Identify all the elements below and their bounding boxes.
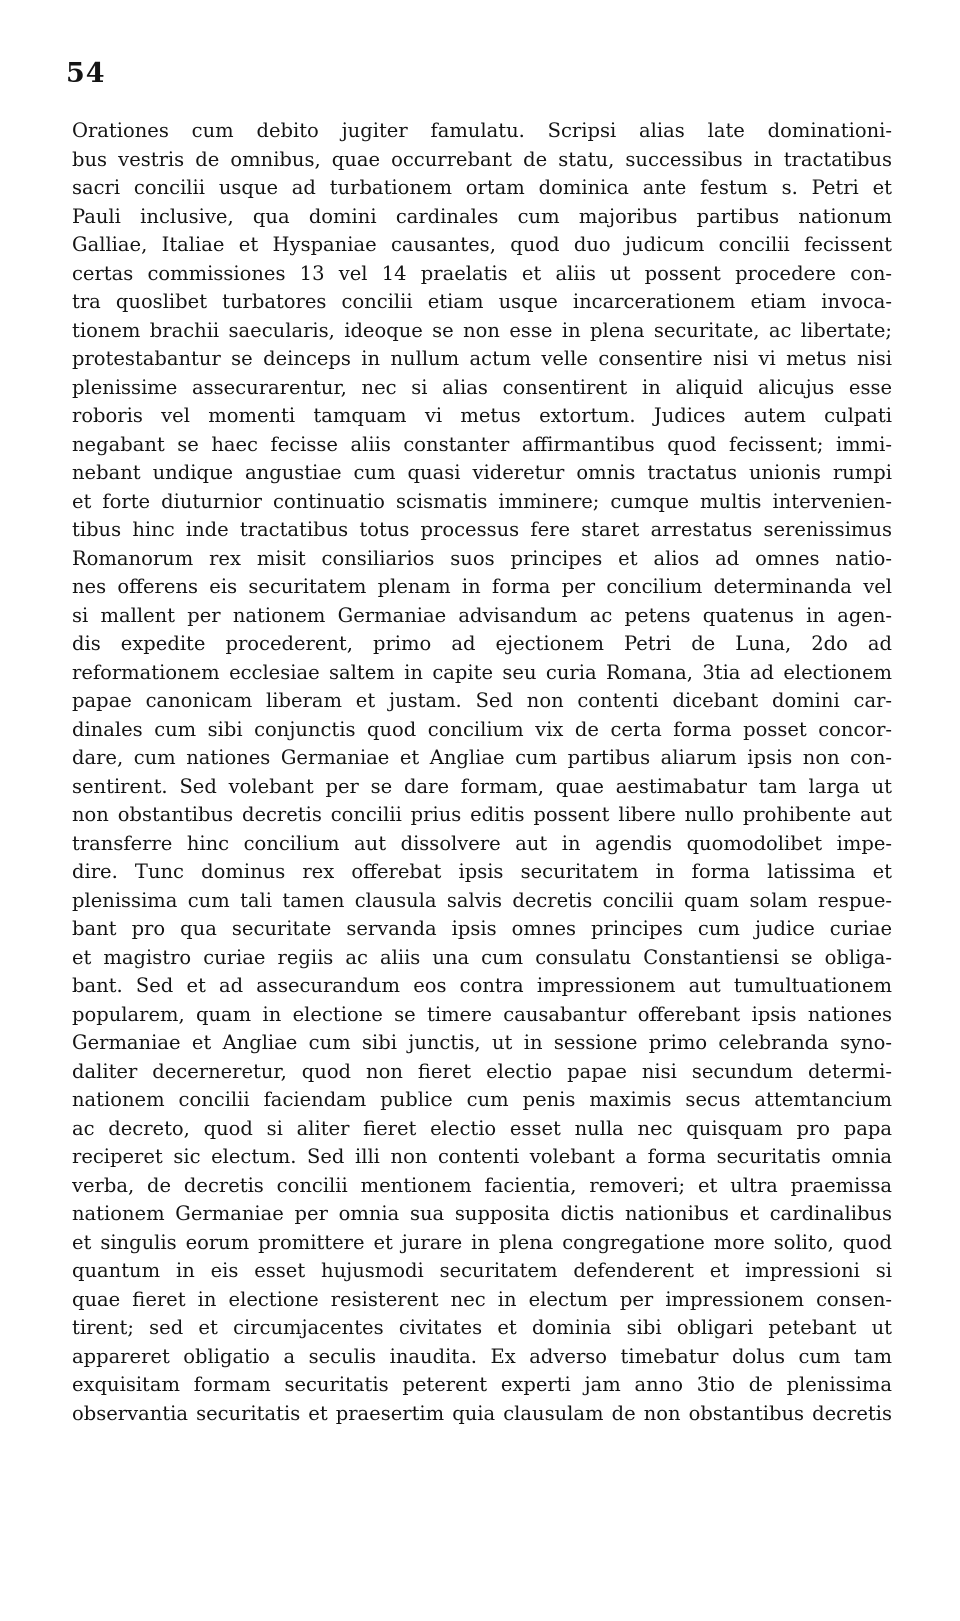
text-line: et forte diuturnior continuatio scismatis imminere; cumque multis intervenien- xyxy=(72,489,892,513)
text-line: roboris vel momenti tamquam vi metus extortum. Judices autem culpati xyxy=(72,404,892,427)
text-line: popularem, quam in electione se timere causabantur offerebant ipsis nationes xyxy=(72,1002,892,1026)
text-line: tibus hinc inde tractatibus totus processus fere staret arrestatus serenissimus xyxy=(72,518,892,541)
text-line: bant. Sed et ad assecurandum eos contra impressionem aut tumultuationem xyxy=(72,974,892,997)
text-line: verba, de decretis concilii mentionem facientia, removeri; et ultra praemissa xyxy=(72,1173,892,1197)
text-line: nebant undique angustiae cum quasi videretur omnis tractatus unionis rumpi xyxy=(72,461,892,484)
text-line: sentirent. Sed volebant per se dare formam, quae aestimabatur tam larga ut xyxy=(72,774,892,798)
text-line: ac decreto, quod si aliter fieret electio esset nulla nec quisquam pro papa xyxy=(72,1116,892,1140)
text-line: si mallent per nationem Germaniae advisandum ac petens quatenus in agen- xyxy=(72,603,892,627)
text-line: dinales cum sibi conjunctis quod concilium vix de certa forma posset concor- xyxy=(72,717,892,741)
text-line: nes offerens eis securitatem plenam in forma per concilium determinanda vel xyxy=(72,575,892,598)
text-line: Pauli inclusive, qua domini cardinales cum majoribus partibus nationum xyxy=(72,204,892,228)
text-line: Romanorum rex misit consiliarios suos principes et alios ad omnes natio- xyxy=(72,546,892,570)
text-line: bant pro qua securitate servanda ipsis omnes principes cum judice curiae xyxy=(72,917,892,940)
text-line: reformationem ecclesiae saltem in capite seu curia Romana, 3tia ad electionem xyxy=(72,660,892,684)
text-line: exquisitam formam securitatis peterent experti jam anno 3tio de plenissima xyxy=(72,1373,892,1396)
text-line: appareret obligatio a seculis inaudita. Ex adverso timebatur dolus cum tam xyxy=(72,1344,892,1368)
text-line: plenissima cum tali tamen clausula salvis decretis concilii quam solam respue- xyxy=(72,888,892,912)
text-line: dire. Tunc dominus rex offerebat ipsis securitatem in forma latissima et xyxy=(72,860,892,883)
text-line: Orationes cum debito jugiter famulatu. Scripsi alias late dominationi- xyxy=(72,119,892,142)
text-line: Galliae, Italiae et Hyspaniae causantes, quod duo judicum concilii fecissent xyxy=(72,233,892,256)
text-line: quantum in eis esset hujusmodi securitatem defenderent et impressioni si xyxy=(72,1259,892,1282)
text-line: et magistro curiae regiis ac aliis una cum consulatu Constantiensi se obliga- xyxy=(72,945,892,969)
text-line: transferre hinc concilium aut dissolvere aut in agendis quomodolibet impe- xyxy=(72,831,892,855)
text-line: negabant se haec fecisse aliis constanter affirmantibus quod fecissent; immi- xyxy=(72,432,892,456)
text-line: sacri concilii usque ad turbationem ortam dominica ante festum s. Petri et xyxy=(72,176,892,199)
text-line: non obstantibus decretis concilii prius editis possent libere nullo prohibente aut xyxy=(72,803,892,826)
text-line: protestabantur se deinceps in nullum actum velle consentire nisi vi metus nisi xyxy=(72,347,892,370)
text-line: dis expedite procederent, primo ad ejectionem Petri de Luna, 2do ad xyxy=(72,632,892,655)
text-line: tra quoslibet turbatores concilii etiam usque incarcerationem etiam invoca- xyxy=(72,290,892,313)
text-line: tirent; sed et circumjacentes civitates et dominia sibi obligari petebant ut xyxy=(72,1316,892,1339)
text-line: certas commissiones 13 vel 14 praelatis et aliis ut possent procedere con- xyxy=(72,261,892,285)
text-line: Germaniae et Angliae cum sibi junctis, ut in sessione primo celebranda syno- xyxy=(72,1031,892,1054)
text-line: papae canonicam liberam et justam. Sed non contenti dicebant domini car- xyxy=(72,689,892,712)
text-line: reciperet sic electum. Sed illi non contenti volebant a forma securitatis omnia xyxy=(72,1145,892,1168)
text-line: tionem brachii saecularis, ideoque se non esse in plena securitate, ac libertate; xyxy=(72,318,892,342)
text-line: observantia securitatis et praesertim quia clausulam de non obstantibus decretis xyxy=(72,1401,892,1425)
text-line: nationem Germaniae per omnia sua supposita dictis nationibus et cardinalibus xyxy=(72,1202,892,1225)
page-number: 54 xyxy=(66,58,106,89)
text-line: nationem concilii faciendam publice cum penis maximis secus attemtancium xyxy=(72,1088,892,1111)
text-line: quae fieret in electione resisterent nec in electum per impressionem consen- xyxy=(72,1287,892,1311)
text-line: bus vestris de omnibus, quae occurrebant de statu, successibus in tractatibus xyxy=(72,147,892,171)
text-line: plenissime assecurarentur, nec si alias consentirent in aliquid alicujus esse xyxy=(72,375,892,399)
text-line: daliter decerneretur, quod non fieret electio papae nisi secundum determi- xyxy=(72,1059,892,1083)
text-line: dare, cum nationes Germaniae et Angliae cum partibus aliarum ipsis non con- xyxy=(72,746,892,769)
body-text xyxy=(72,117,892,1428)
text-line: et singulis eorum promittere et jurare in plena congregatione more solito, quod xyxy=(72,1230,892,1254)
